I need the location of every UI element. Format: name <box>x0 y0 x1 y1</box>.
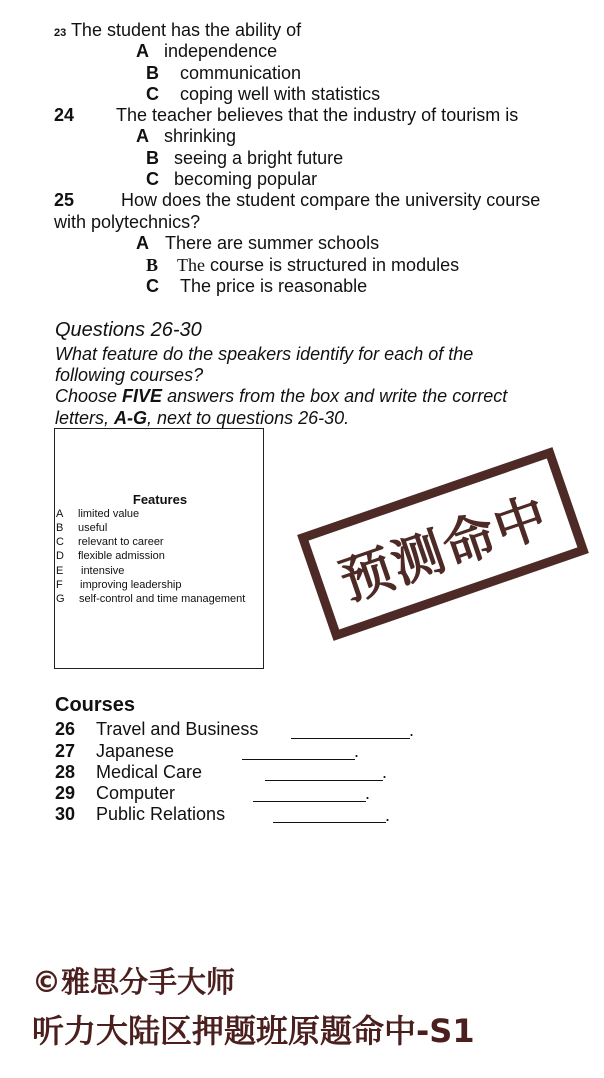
period: . <box>409 720 415 740</box>
course-row-27: 27 Japanese <box>55 741 175 761</box>
instruction-line-2: following courses? <box>55 365 204 385</box>
courses-title: Courses <box>55 694 136 716</box>
option-23-c: C coping well with statistics <box>146 84 381 104</box>
instruction-line-3: Choose FIVE answers from the box and write the correct <box>55 386 508 406</box>
question-prompt: How does the student compare the university course <box>121 190 541 210</box>
features-box <box>54 428 264 669</box>
feature-item-e: E intensive <box>56 565 125 577</box>
footer-copyright: ©雅思分手大师 <box>32 965 236 999</box>
instruction-line-4: letters, A-G, next to questions 26-30. <box>55 408 350 428</box>
question-23 <box>54 20 301 41</box>
option-25-b: B The course is structured in modules <box>146 255 460 275</box>
answer-blank-26[interactable] <box>291 738 410 739</box>
feature-item-b: B useful <box>56 522 108 534</box>
period: . <box>385 805 391 825</box>
question-25 <box>54 190 540 211</box>
period: . <box>382 762 388 782</box>
question-number: 24 <box>54 105 75 125</box>
footer-title: 听力大陆区押题班原题命中-S1 <box>32 1012 475 1050</box>
instruction-line-1: What feature do the speakers identify for each of the <box>55 344 474 364</box>
option-23-a: A independence <box>136 41 278 61</box>
feature-item-d: D flexible admission <box>56 550 165 562</box>
option-24-b: B seeing a bright future <box>146 148 344 168</box>
option-24-c: C becoming popular <box>146 169 318 189</box>
feature-item-g: G self-control and time management <box>56 593 246 605</box>
course-row-29: 29 Computer <box>55 783 176 803</box>
option-25-c: C The price is reasonable <box>146 276 368 296</box>
question-number: 25 <box>54 190 75 210</box>
features-title: Features <box>132 492 188 507</box>
stamp-text: 预测命中 <box>332 485 557 613</box>
question-prompt: The teacher believes that the industry of tourism is <box>116 105 519 125</box>
option-23-b: B communication <box>146 63 302 83</box>
feature-item-c: C relevant to career <box>56 536 164 548</box>
question-24 <box>54 105 518 126</box>
option-25-a: A There are summer schools <box>136 233 380 253</box>
question-prompt: The student has the ability of <box>70 20 302 40</box>
answer-blank-30[interactable] <box>273 822 386 823</box>
option-24-a: A shrinking <box>136 126 237 146</box>
section-heading: Questions 26-30 <box>55 319 202 341</box>
period: . <box>365 783 371 803</box>
period: . <box>354 741 360 761</box>
course-row-26: 26 Travel and Business <box>55 719 259 739</box>
feature-item-f: F improving leadership <box>56 579 182 591</box>
question-number: 23 <box>54 27 67 39</box>
answer-blank-28[interactable] <box>265 780 383 781</box>
course-row-30: 30 Public Relations <box>55 804 226 824</box>
feature-item-a: A limited value <box>56 508 140 520</box>
course-row-28: 28 Medical Care <box>55 762 203 782</box>
answer-blank-27[interactable] <box>242 759 355 760</box>
answer-blank-29[interactable] <box>253 801 366 802</box>
prediction-stamp <box>297 447 589 641</box>
question-25-continued: with polytechnics? <box>54 212 201 232</box>
